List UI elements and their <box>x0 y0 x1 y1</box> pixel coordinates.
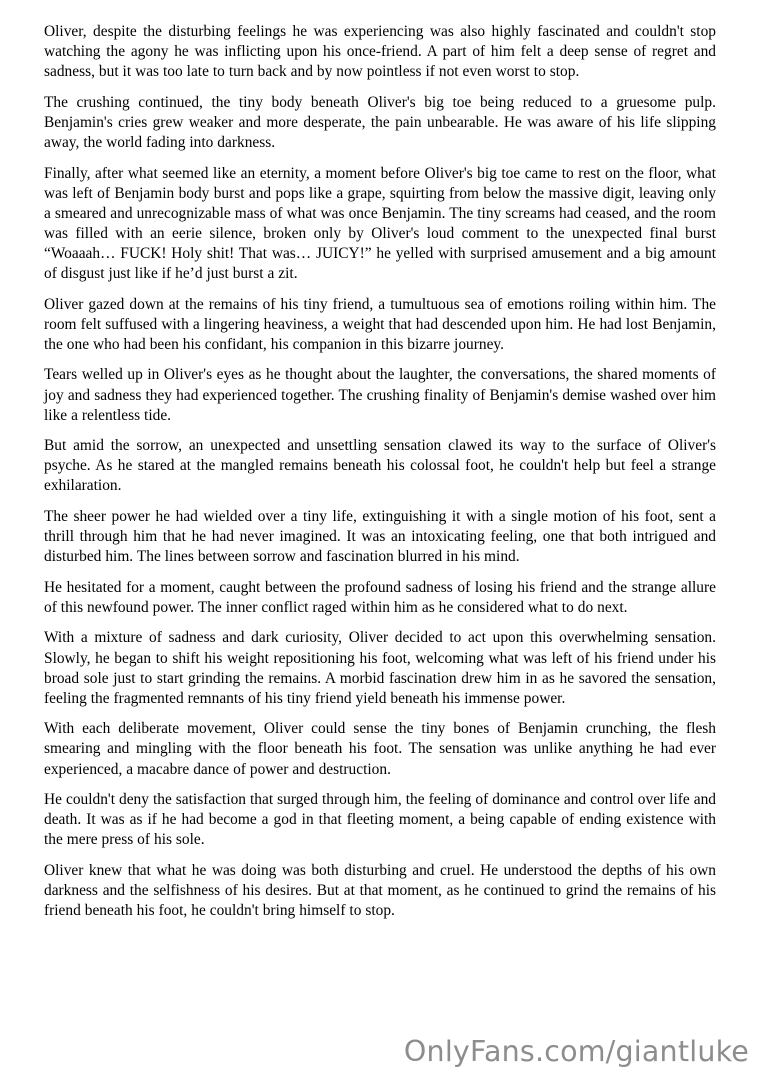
story-paragraph: Oliver knew that what he was doing was both disturbing and cruel. He understood the depths of his own darkness and the selfishness of his desires. But at that moment, as he continued to grind the remains of his friend beneath his foot, he couldn't bring himself to stop. <box>44 861 716 920</box>
story-paragraph: Oliver gazed down at the remains of his tiny friend, a tumultuous sea of emotions roiling within him. The room felt suffused with a lingering heaviness, a weight that had descended upon him. He had lost Benjamin, the one who had been his confidant, his companion in this bizarre journey. <box>44 295 716 353</box>
watermark-text: OnlyFans.com/giantluke <box>403 1034 749 1068</box>
story-paragraph: The crushing continued, the tiny body beneath Oliver's big toe being reduced to a gruesome pulp. Benjamin's cries grew weaker and more desperate, the pain unbearable. He was aware of his life slipping away, the world fading into darkness. <box>44 93 716 151</box>
story-paragraph: But amid the sorrow, an unexpected and unsettling sensation clawed its way to the surface of Oliver's psyche. As he stared at the mangled remains beneath his colossal foot, he couldn't help but feel a strange exhilaration. <box>44 437 716 495</box>
story-paragraph: The sheer power he had wielded over a tiny life, extinguishing it with a single motion of his foot, sent a thrill through him that he had never imagined. It was an intoxicating feeling, one that both intrigued and disturbed him. The lines between sorrow and fascination blurred in his mind. <box>44 507 716 566</box>
story-paragraph: Oliver, despite the disturbing feelings he was experiencing was also highly fascinated and couldn't stop watching the agony he was inflicting upon his once-friend. A part of him felt a deep sense of regret and sadness, but it was too late to turn back and by now pointless if not even worst to stop. <box>44 23 716 81</box>
story-paragraph: Finally, after what seemed like an eternity, a moment before Oliver's big toe came to rest on the floor, what was left of Benjamin body burst and pops like a grape, squirting from below the massive digit, leaving only a smeared and unrecognizable mass of what was once Benjamin. The tiny screams had ceased, and the room was filled with an eerie silence, broken only by Oliver's loud comment to the unexpected final burst “Woaaah… FUCK! Holy shit! That was… JUICY!” he yelled with surprised amusement and a big amount of disgust just like if he’d just burst a zit. <box>44 164 716 283</box>
story-paragraph: With a mixture of sadness and dark curiosity, Oliver decided to act upon this overwhelming sensation. Slowly, he began to shift his weight repositioning his foot, welcoming what was left of his friend under his broad sole just to start grinding the remains. A morbid fascination drew him in as he savored the sensation, feeling the fragmented remnants of his tiny friend yield beneath his immense power. <box>44 629 716 707</box>
story-paragraph: Tears welled up in Oliver's eyes as he thought about the laughter, the conversations, the shared moments of joy and sadness they had experienced together. The crushing finality of Benjamin's demise washed over him like a relentless tide. <box>44 366 716 424</box>
story-text-body <box>44 22 716 921</box>
story-paragraph: He couldn't deny the satisfaction that surged through him, the feeling of dominance and control over life and death. It was as if he had become a god in that fleeting moment, a being capable of ending existence with the mere press of his sole. <box>44 791 716 849</box>
story-paragraph: He hesitated for a moment, caught between the profound sadness of losing his friend and the strange allure of this newfound power. The inner conflict raged within him as he considered what to do next. <box>44 578 716 616</box>
story-paragraph: With each deliberate movement, Oliver could sense the tiny bones of Benjamin crunching, the flesh smearing and mingling with the floor beneath his foot. The sensation was unlike anything he had ever experienced, a macabre dance of power and destruction. <box>44 720 716 778</box>
